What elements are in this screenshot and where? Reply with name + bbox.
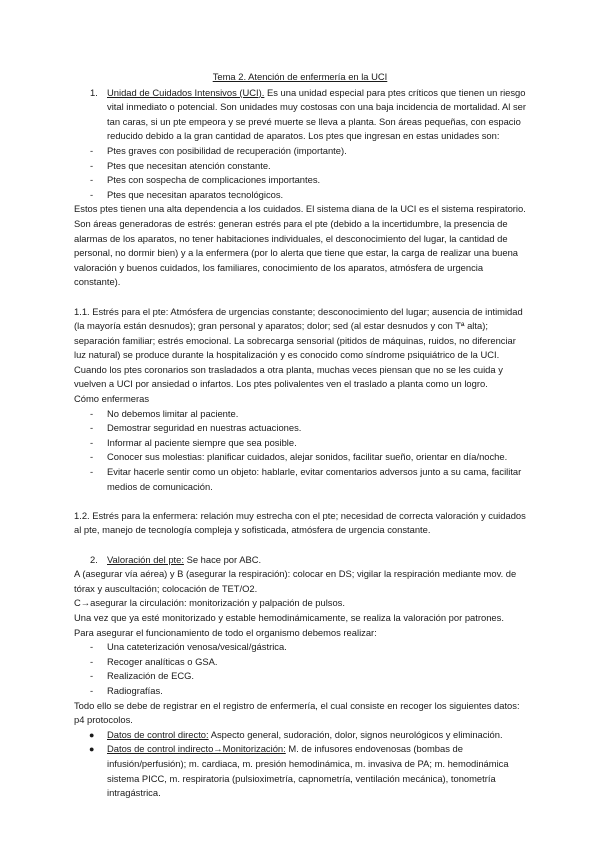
paragraph-lead: Cómo enfermeras — [74, 393, 150, 405]
section-heading: Valoración del pte: — [107, 553, 184, 565]
bullet-icon: ● — [89, 729, 95, 740]
list-item: ● Datos de control indirecto→Monitorización: M. de infusores endovenosas (bombas de infusión/perfusión); m. cardiaca, m. presión hemodinámica, m. invasiva de PA; m. hemodinámica sistema PICC, m. respiratoria (pulsioximetría, capnometría, ventilación mecánica), tonometría intragástrica. — [89, 743, 509, 799]
list-item: - Ptes que necesitan aparatos tecnológicos. — [90, 188, 284, 200]
section-heading: Unidad de Cuidados Intensivos (UCI). — [107, 86, 265, 98]
list-item: - Realización de ECG. — [90, 670, 195, 682]
list-item: - Conocer sus molestias: planificar cuidados, alejar sonidos, facilitar sueño, orientar en día/noche. — [90, 451, 508, 463]
nurse-actions-list — [74, 407, 526, 495]
list-item: - No debemos limitar al paciente. — [90, 407, 239, 419]
procedures-list — [74, 640, 526, 698]
list-item: - Recoger analíticas o GSA. — [90, 655, 218, 667]
paragraph: Una vez que ya esté monitorizado y estable hemodinámicamente, se realiza la valoración por patrones. Para asegurar el funcionamiento de todo el organismo debemos realizar: — [74, 611, 504, 638]
list-item: - Ptes con sospecha de complicaciones importantes. — [90, 174, 321, 186]
patient-types-list — [74, 144, 526, 202]
bullet-icon: ● — [89, 744, 95, 755]
list-item: ● Datos de control directo: Aspecto general, sudoración, dolor, signos neurológicos y eliminación. — [74, 728, 526, 743]
list-item: - Radiografías. — [90, 684, 163, 696]
page-title: Tema 2. Atención de enfermería en la UCI — [212, 71, 388, 82]
section-text: Se hace por ABC. — [183, 553, 262, 565]
paragraph: Todo ello se debe de registrar en el registro de enfermería, el cual consiste en recoger los siguientes datos: p4 protocolos. — [74, 699, 520, 726]
section-2 — [74, 553, 526, 568]
document-body — [74, 70, 526, 801]
list-item: - Informar al paciente siempre que sea posible. — [90, 436, 297, 448]
paragraph: A (asegurar vía aérea) y B (asegurar la respiración): colocar en DS; vigilar la respiración mediante mov. de tórax y auscultación; colocación de TET/O2. — [74, 568, 517, 594]
subsection-1-1: 1.1. Estrés para el pte: Atmósfera de urgencias constante; desconocimiento del lugar; ausencia de intimidad (la mayoría están desnudos); gran personal y aparatos; dolor; sed (al estar desnudos y con Tª alta); separación familiar; estrés emocional. La sobrecarga sensorial (pitidos de máquinas, ruidos, no diferenciar luz natural) se produce durante la hospitalización y es conocido como síndrome psiquiátrico de la UCI. Cuando los ptes coronarios son trasladados a otra planta, muchas veces piensan que no se les cuida y vuelven a UCI por ansiedad o infartos. Los ptes polivalentes ven el traslado a planta como un logro. — [74, 305, 523, 390]
list-item: - Ptes que necesitan atención constante. — [90, 159, 271, 171]
subsection-1-2: 1.2. Estrés para la enfermera: relación muy estrecha con el pte; necesidad de correcta valoración y cuidados al pte, manejo de tecnología compleja y sofisticada, atmósfera de urgencia constante. — [74, 509, 526, 536]
list-item: - Evitar hacerle sentir como un objeto: hablarle, evitar comentarios adversos junto a su cama, facilitar medios de comunicación. — [90, 466, 522, 492]
list-item: - Demostrar seguridad en nuestras actuaciones. — [90, 422, 302, 434]
paragraph: Estos ptes tienen una alta dependencia a los cuidados. El sistema diana de la UCI es el sistema respiratorio. Son áreas generadoras de estrés: generan estrés para el pte (debido a la incertidumbre, la presencia de alarmas de los aparatos, no tener habitaciones individuales, el desconocimiento del lugar, la cantidad de personal, no dormir bien) y a la enfermera (por lo alerta que tiene que estar, la carga de realizar una buena valoración y buenos cuidados, los familiares, conocimiento de los aparatos, atmósfera de urgencia constante). — [74, 203, 526, 288]
list-item: - Ptes graves con posibilidad de recuperación (importante). — [90, 144, 347, 156]
section-text: Es una unidad especial para ptes críticos que tienen un riesgo vital inmediato o potencial. Son unidades muy costosas con una baja incidencia de mortalidad. Al ser tan caras, si un pte empeora y se prevé muerte se lleva a planta. Son áreas pequeñas, con espacio reducido debido a la gran cantidad de aparatos. Los ptes que ingresan en estas unidades son: — [107, 86, 526, 142]
control-data-list — [74, 728, 526, 801]
section-1 — [74, 86, 526, 144]
list-item: - Una cateterización venosa/vesical/gástrica. — [90, 641, 287, 653]
section-number: 2. — [90, 553, 98, 565]
paragraph: C→asegurar la circulación: monitorización y palpación de pulsos. — [74, 597, 345, 609]
section-number: 1. — [90, 86, 98, 98]
